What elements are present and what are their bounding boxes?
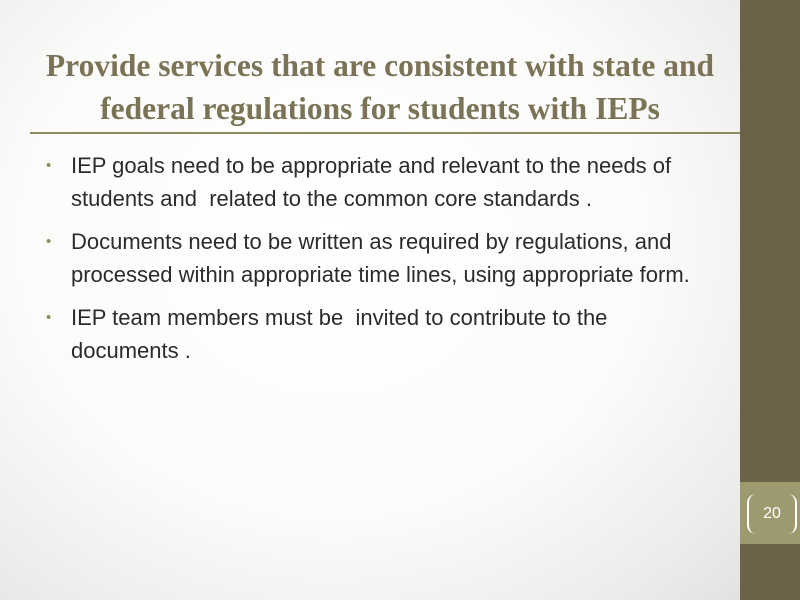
- bullet-marker-icon: •: [46, 233, 52, 250]
- bullet-marker-icon: •: [46, 309, 52, 326]
- slide-title: Provide services that are consistent with state and federal regulations for students with IEPs: [45, 48, 715, 126]
- list-item: [46, 226, 706, 291]
- bullet-list: [46, 150, 706, 378]
- bullet-marker-icon: •: [46, 157, 52, 174]
- list-item: [46, 150, 706, 215]
- bullet-text: Documents need to be written as required by regulations, and processed within appropriate time lines, using appropriate form.: [71, 229, 690, 287]
- bullet-text: IEP team members must be invited to contribute to the documents .: [71, 305, 614, 363]
- bullet-text: IEP goals need to be appropriate and relevant to the needs of students and related to the common core standards .: [71, 153, 678, 211]
- page-number: 20: [763, 505, 781, 522]
- title-divider: [30, 132, 740, 134]
- list-item: [46, 302, 706, 367]
- page-number-frame: [747, 494, 797, 534]
